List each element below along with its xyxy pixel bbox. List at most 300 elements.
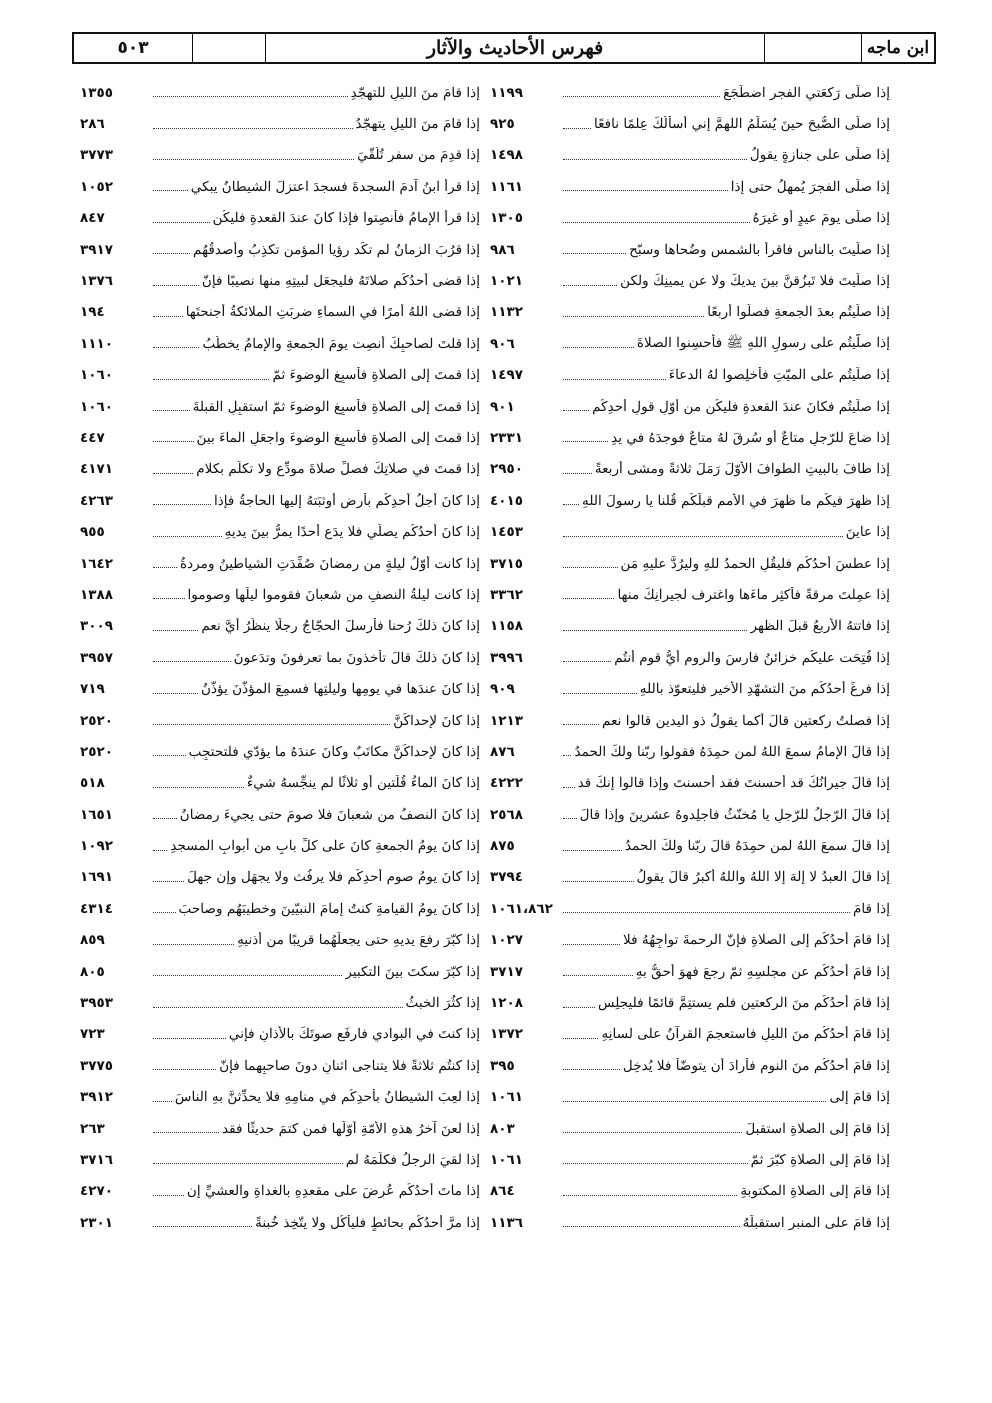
hadith-number: ٤٤٧ (80, 429, 105, 446)
hadith-incipit: إذا قالَ سمعَ اللهُ لمن حمِدَهُ قالَ ربّنا ولكَ الحمدُ (624, 838, 890, 855)
hadith-number: ١٦٤٢ (80, 555, 113, 572)
hadith-number: ٣٧١٦ (80, 1151, 113, 1168)
hadith-number: ١٠٦١،٨٦٢ (490, 900, 553, 917)
hadith-incipit: إذا فرغَ أحدُكُم منَ التشهّدِ الأخيرِ فليتعوّذ باللهِ (639, 681, 890, 698)
hadith-incipit: إذا قامَ أحدُكُم منَ الركعتينِ فلم يستتِمَّ قائمًا فليجلِس (597, 995, 890, 1012)
dot-leader (153, 1069, 216, 1070)
dot-leader (153, 379, 269, 380)
dot-leader (153, 473, 193, 474)
hadith-number: ٥١٨ (80, 775, 105, 792)
hadith-incipit: إذا صلّى الصُّبحَ حينَ يُسَلِّمُ اللهمَّ إني أسألُكَ عِلمًا نافعًا (593, 116, 890, 133)
hadith-incipit: إذا فُتِحَت عليكُم خزائنُ فارسَ والرومِ أيُّ قومٍ أنتُم (614, 649, 890, 666)
hadith-number: ٨٦٤ (490, 1183, 515, 1200)
right-column (490, 77, 890, 1257)
hadith-incipit: إذا ظهرَ فيكُم ما ظهرَ في الأممِ قبلَكُم قُلنا يا رسولَ اللهِ (582, 492, 890, 509)
hadith-number: ٤٣١٤ (80, 900, 113, 917)
index-entry (80, 77, 480, 108)
hadith-number: ٢٥٦٨ (490, 806, 523, 823)
index-entry (80, 830, 480, 861)
hadith-number: ١١٣٢ (490, 304, 523, 321)
hadith-incipit: إذا قضى أحدُكُم صلاتَهُ فليجعَل لبيتِهِ منها نصيبًا فإنّ (201, 273, 480, 290)
dot-leader (563, 1101, 826, 1102)
hadith-number: ٧١٩ (80, 681, 105, 698)
dot-leader (563, 253, 626, 254)
dot-leader (563, 661, 611, 662)
hadith-number: ١٦٩١ (80, 869, 113, 886)
dot-leader (563, 818, 577, 819)
index-entry (490, 485, 890, 516)
dot-leader (153, 850, 167, 851)
index-entry (490, 925, 890, 956)
hadith-incipit: إذا قالَ جيرانُكَ قد أحسنتَ فقد أحسنتَ وإذا قالوا إنكَ قد (577, 775, 890, 792)
dot-leader (153, 410, 190, 411)
dot-leader (563, 222, 750, 223)
dot-leader (153, 190, 188, 191)
hadith-number: ٤١٧١ (80, 461, 113, 478)
hadith-number: ٣٠٠٩ (80, 618, 113, 635)
hadith-incipit: إذا قامَ منَ الليلِ يتهجّدُ (355, 116, 480, 133)
hadith-number: ١١٦١ (490, 178, 523, 195)
dot-leader (563, 755, 571, 756)
dot-leader (153, 1132, 219, 1133)
index-entry (80, 1113, 480, 1144)
index-entry (490, 862, 890, 893)
dot-leader (153, 567, 177, 568)
dot-leader (563, 975, 633, 976)
index-entry (80, 862, 480, 893)
hadith-number: ١١١٠ (80, 335, 113, 352)
dot-leader (563, 159, 747, 160)
hadith-incipit: إذا قالَ الإمامُ سمعَ اللهُ لمن حمِدَهُ فقولوا ربّنا ولكَ الحمدُ (574, 743, 890, 760)
left-column (80, 77, 480, 1257)
index-entry (80, 987, 480, 1018)
index-entry (490, 516, 890, 547)
index-entry (80, 1019, 480, 1050)
hadith-number: ٩٥٥ (80, 524, 105, 541)
dot-leader (563, 1007, 595, 1008)
dot-leader (563, 912, 850, 913)
hadith-number: ٤٠١٥ (490, 492, 523, 509)
hadith-number: ٩٢٥ (490, 116, 515, 133)
hadith-number: ٣٩١٢ (80, 1089, 113, 1106)
index-entry (80, 454, 480, 485)
index-entry (490, 956, 890, 987)
hadith-incipit: إذا كنتَ في البوادي فارفَع صوتَكَ بالأذانِ فإني (228, 1026, 480, 1043)
dot-leader (153, 693, 198, 694)
index-entry (490, 108, 890, 139)
dot-leader (153, 536, 222, 537)
hadith-incipit: إذا كانَ يومُ الجمعةِ كانَ على كلِّ بابٍ من أبوابِ المسجدِ (170, 838, 480, 855)
index-entry (80, 642, 480, 673)
hadith-incipit: إذا عاينَ (845, 524, 890, 541)
index-entry (490, 140, 890, 171)
index-entry (80, 203, 480, 234)
hadith-number: ١٠٥٢ (80, 178, 113, 195)
hadith-number: ١٣٠٥ (490, 210, 523, 227)
hadith-number: ٧٢٣ (80, 1026, 105, 1043)
header-spacer-left (192, 34, 266, 62)
dot-leader (153, 944, 234, 945)
hadith-number: ٩٠١ (490, 398, 515, 415)
index-entry (490, 1050, 890, 1081)
dot-leader (563, 598, 614, 599)
book-name: ابن ماجه (861, 34, 934, 62)
hadith-incipit: إذا لعنَ آخرُ هذهِ الأمّةِ أوّلَها فمن كتمَ حديثًا فقد (221, 1120, 480, 1137)
hadith-incipit: إذا صلّى يومَ عيدٍ أو غيرَهُ (752, 210, 890, 227)
index-entry (80, 579, 480, 610)
dot-leader (563, 190, 728, 191)
hadith-number: ١٢٠٨ (490, 995, 523, 1012)
hadith-incipit: إذا لقيَ الرجلُ فكلّمَهُ لم (345, 1151, 480, 1168)
dot-leader (153, 975, 342, 976)
hadith-number: ١٠٦١ (490, 1089, 523, 1106)
index-entry (80, 360, 480, 391)
hadith-number: ١٠٩٢ (80, 838, 113, 855)
dot-leader (153, 504, 211, 505)
dot-leader (153, 724, 390, 725)
hadith-number: ٩٠٩ (490, 681, 515, 698)
hadith-incipit: إذا صلّى على جنازةٍ يقولُ (749, 147, 890, 164)
dot-leader (153, 598, 185, 599)
hadith-incipit: إذا قدِمَ من سفرٍ تُلُقّيَ (357, 147, 480, 164)
page-number: ٥٠٣ (117, 38, 149, 58)
hadith-number: ١٠٢٧ (490, 932, 523, 949)
hadith-number: ٢٦٣ (80, 1120, 105, 1137)
index-entry (80, 925, 480, 956)
dot-leader (153, 787, 244, 788)
hadith-number: ٨٠٥ (80, 963, 105, 980)
hadith-incipit: إذا كانَ النصفُ من شعبانَ فلا صومَ حتى يجيءَ رمضانُ (179, 806, 480, 823)
hadith-incipit: إذا قالَ الرّجلُ للرّجلِ يا مُخنّثُ فاجلِدوهُ عشرينَ وإذا قالَ (579, 806, 890, 823)
index-entry (80, 736, 480, 767)
hadith-incipit: إذا كانت أوّلُ ليلةٍ من رمضانَ صُفِّدَتِ الشياطينُ ومردةُ (180, 555, 480, 572)
hadith-number: ١٠٦٠ (80, 398, 113, 415)
hadith-incipit: إذا قامَ منَ الليلِ للتهجّدِ (350, 84, 480, 101)
dot-leader (563, 1038, 598, 1039)
hadith-number: ١٤٥٣ (490, 524, 523, 541)
index-entry (80, 108, 480, 139)
hadith-incipit: إذا صلّيتُم فكانَ عندَ القعدةِ فليكُن من أوّلِ قولِ أحدِكُم (592, 398, 890, 415)
dot-leader (563, 1226, 740, 1227)
index-entry (490, 799, 890, 830)
hadith-incipit: إذا صلّيتَ فلا تَبزُقنَّ بينَ يديكَ ولا عن يمينِكَ ولكن (620, 273, 890, 290)
index-entry (490, 1113, 890, 1144)
dot-leader (563, 1163, 748, 1164)
dot-leader (563, 1132, 742, 1133)
dot-leader (153, 1007, 403, 1008)
hadith-number: ٢٣٠١ (80, 1214, 113, 1231)
hadith-number: ٤٢٢٢ (490, 775, 523, 792)
index-entry (490, 893, 890, 924)
index-entry (490, 203, 890, 234)
hadith-incipit: إذا قامَ إلى الصلاةِ كبّرَ ثمّ (750, 1151, 890, 1168)
index-entry (490, 548, 890, 579)
hadith-number: ١٩٤ (80, 304, 105, 321)
index-entry (80, 768, 480, 799)
dot-leader (153, 1163, 343, 1164)
hadith-incipit: إذا قامَ على المنبرِ استقبلَهُ (742, 1214, 890, 1231)
index-entry (490, 1176, 890, 1207)
index-entry (80, 422, 480, 453)
index-entry (80, 234, 480, 265)
hadith-incipit: إذا قامَ (853, 900, 890, 917)
index-entry (80, 171, 480, 202)
hadith-number: ٣٧١٥ (490, 555, 523, 572)
hadith-number: ٣٩٥ (490, 1057, 515, 1074)
hadith-incipit: إذا كانَ أحدُكُم يصلّي فلا يدَع أحدًا يمرُّ بينَ يديهِ (224, 524, 480, 541)
dot-leader (153, 159, 354, 160)
hadith-number: ٣٩١٧ (80, 241, 113, 258)
hadith-incipit: إذا قرأَ الإمامُ فأنصِتوا فإذا كانَ عندَ القعدةِ فليكُن (212, 210, 480, 227)
index-entry (490, 391, 890, 422)
hadith-incipit: إذا قمتَ في صلاتِكَ فصلِّ صلاةَ مودِّعٍ ولا تكلّم بكلامٍ (196, 461, 480, 478)
dot-leader (563, 787, 575, 788)
hadith-number: ٣٧٧٣ (80, 147, 113, 164)
hadith-incipit: إذا قلتَ لصاحبِكَ أنصِت يومَ الجمعةِ والإمامُ يخطُبُ (202, 335, 480, 352)
index-entry (490, 328, 890, 359)
hadith-number: ١٣٧٢ (490, 1026, 523, 1043)
hadith-incipit: إذا فاتتهُ الأربعُ قبلَ الظهرِ (750, 618, 890, 635)
hadith-incipit: إذا عمِلتَ مرقةً فأكثِر ماءَها واغترِف لجيرانِكَ منها (617, 586, 890, 603)
index-entry (80, 328, 480, 359)
index-entry (490, 77, 890, 108)
index-entry (490, 360, 890, 391)
index-entry (490, 768, 890, 799)
hadith-incipit: إذا قمتَ إلى الصلاةِ فأسبِغِ الوضوءَ ثمّ استقبِلِ القبلةَ (192, 398, 480, 415)
index-entry (80, 516, 480, 547)
hadith-number: ٣٣٦٢ (490, 586, 523, 603)
hadith-number: ٣٩٥٧ (80, 649, 113, 666)
hadith-number: ٨٤٧ (80, 210, 105, 227)
hadith-incipit: إذا قالَ العبدُ لا إلهَ إلا اللهُ واللهُ أكبرُ قالَ يقولُ (636, 869, 890, 886)
hadith-number: ٨٧٦ (490, 743, 515, 760)
index-entry (490, 705, 890, 736)
index-entry (80, 705, 480, 736)
hadith-number: ١٠٦١ (490, 1151, 523, 1168)
index-entry (490, 171, 890, 202)
index-entry (490, 265, 890, 296)
hadith-number: ٣٧٩٤ (490, 869, 523, 886)
dot-leader (153, 316, 183, 317)
hadith-number: ١٣٨٨ (80, 586, 113, 603)
hadith-number: ١٦٥١ (80, 806, 113, 823)
hadith-number: ٣٩٩٦ (490, 649, 523, 666)
index-entry (490, 736, 890, 767)
dot-leader (563, 285, 617, 286)
hadith-incipit: إذا عطسَ أحدُكُم فليقُلِ الحمدُ للهِ وليرُدَّ عليهِ مَن (620, 555, 890, 572)
hadith-number: ١٠٦٠ (80, 367, 113, 384)
hadith-number: ٣٧١٧ (490, 963, 523, 980)
dot-leader (563, 441, 608, 442)
hadith-number: ١١٣٦ (490, 1214, 523, 1231)
hadith-incipit: إذا كبّرَ سكتَ بينَ التكبيرِ (345, 963, 480, 980)
dot-leader (153, 1038, 226, 1039)
dot-leader (563, 881, 634, 882)
hadith-incipit: إذا قامَ أحدُكُم منَ الليلِ فاستعجمَ القرآنُ على لسانِهِ (601, 1026, 890, 1043)
index-entry (80, 548, 480, 579)
hadith-incipit: إذا كانَ الماءُ قُلّتينِ أو ثلاثًا لم ينجِّسهُ شيءٌ (246, 775, 480, 792)
dot-leader (153, 818, 177, 819)
index-entry (80, 140, 480, 171)
index-entry (490, 673, 890, 704)
dot-leader (153, 1101, 172, 1102)
hadith-incipit: إذا كانَ ذلكَ رُحنا فأرسلَ الحجّاجُ رجلًا ينظُرُ أيَّ نعم (201, 618, 480, 635)
index-entry (80, 1082, 480, 1113)
hadith-number: ٣٩٥٣ (80, 995, 113, 1012)
dot-leader (153, 755, 186, 756)
index-entry (80, 265, 480, 296)
index-entry (80, 893, 480, 924)
dot-leader (153, 222, 210, 223)
index-entry (80, 956, 480, 987)
dot-leader (563, 473, 592, 474)
dot-leader (153, 881, 184, 882)
dot-leader (153, 128, 353, 129)
hadith-number: ٨٧٥ (490, 838, 515, 855)
hadith-number: ٨٥٩ (80, 932, 105, 949)
hadith-incipit: إذا صلّى رَكعَتي الفجرِ اضطَجَعَ (723, 84, 890, 101)
hadith-incipit: إذا مرَّ أحدُكُم بحائطٍ فليأكُل ولا يتّخِذ خُبنةً (255, 1214, 480, 1231)
index-entry (80, 673, 480, 704)
hadith-incipit: إذا كثُرَ الخبثُ (405, 995, 480, 1012)
dot-leader (563, 379, 666, 380)
hadith-incipit: إذا كانَ عندَها في يومِها وليلتِها فسمِعَ المؤذّنَ يؤذّنُ (201, 681, 480, 698)
hadith-number: ٤٢٦٣ (80, 492, 113, 509)
dot-leader (153, 912, 176, 913)
index-entry (490, 422, 890, 453)
dot-leader (563, 1195, 737, 1196)
index-columns (80, 77, 890, 1257)
index-entry (490, 234, 890, 265)
hadith-number: ١٤٩٧ (490, 367, 523, 384)
hadith-number: ٣٧٧٥ (80, 1057, 113, 1074)
hadith-number: ١٠٢١ (490, 273, 523, 290)
index-entry (80, 485, 480, 516)
index-entry (490, 1144, 890, 1175)
dot-leader (153, 1195, 184, 1196)
dot-leader (563, 316, 704, 317)
dot-leader (563, 1069, 620, 1070)
hadith-incipit: إذا قرُبَ الزمانُ لم تكَد رؤيا المؤمنِ تكذِبُ وأصدقُهُم (193, 241, 480, 258)
hadith-incipit: إذا فصلتُ ركعتينِ قالَ أكما يقولُ ذو اليدينِ قالوا نعم (602, 712, 890, 729)
hadith-incipit: إذا كانَ لإحداكُنَّ مكاتَبٌ وكانَ عندَهُ ما يؤدّي فلتحتجِب (188, 743, 480, 760)
dot-leader (563, 536, 843, 537)
hadith-incipit: إذا قرأَ ابنُ آدمَ السجدةَ فسجدَ اعتزلَ الشيطانُ يبكي (190, 178, 480, 195)
hadith-incipit: إذا كانَ لإحداكُنَّ (393, 712, 480, 729)
index-entry (80, 799, 480, 830)
index-entry (490, 454, 890, 485)
index-title: فهرس الأحاديث والآثار (426, 37, 604, 59)
hadith-incipit: إذا صلّيتُم على رسولِ اللهِ ﷺ فأحسِنوا الصلاةَ (636, 334, 890, 351)
hadith-number: ١٣٧٦ (80, 273, 113, 290)
header-spacer-right (764, 34, 861, 62)
hadith-incipit: إذا كانَ يومُ القيامةِ كنتُ إمامَ النبيّينَ وخطيبَهُم وصاحبَ (178, 900, 480, 917)
dot-leader (153, 285, 199, 286)
hadith-incipit: إذا قضى اللهُ أمرًا في السماءِ ضربَتِ الملائكةُ أجنحتَها (185, 304, 480, 321)
hadith-incipit: إذا ضاعَ للرّجلِ متاعٌ أو سُرِقَ لهُ متاعٌ فوجدَهُ في يدِ (611, 429, 890, 446)
index-entry (490, 830, 890, 861)
dot-leader (563, 630, 747, 631)
dot-leader (153, 661, 231, 662)
dot-leader (153, 441, 194, 442)
hadith-number: ١١٥٨ (490, 618, 523, 635)
index-entry (80, 1050, 480, 1081)
hadith-incipit: إذا قامَ أحدُكُم عن مجلسِهِ ثمّ رجعَ فهوَ أحقُّ بهِ (635, 963, 890, 980)
index-entry (80, 1176, 480, 1207)
index-entry (80, 1207, 480, 1238)
dot-leader (153, 96, 348, 97)
dot-leader (153, 630, 198, 631)
index-entry (490, 1082, 890, 1113)
dot-leader (563, 504, 579, 505)
hadith-incipit: إذا صلّيتُم على الميّتِ فأخلِصوا لهُ الدعاءَ (668, 367, 890, 384)
hadith-incipit: إذا صلّى الفجرَ يُمهِلُ حتى إذا (730, 178, 890, 195)
hadith-incipit: إذا كانَ أجلُ أحدِكُم بأرضٍ أوثبَتهُ إليها الحاجةُ فإذا (213, 492, 480, 509)
hadith-incipit: إذا قامَ إلى (829, 1089, 890, 1106)
hadith-incipit: إذا كانت ليلةُ النصفِ من شعبانَ فقوموا ليلَها وصوموا (187, 586, 480, 603)
hadith-number: ٢٣٣١ (490, 429, 523, 446)
hadith-incipit: إذا كانَ يومُ صومِ أحدِكُم فلا يرفُث ولا يجهَل وإن جهِلَ (187, 869, 480, 886)
hadith-number: ١٣٥٥ (80, 84, 113, 101)
index-entry (80, 1144, 480, 1175)
dot-leader (563, 347, 634, 348)
hadith-incipit: إذا كنتُم ثلاثةً فلا يتناجى اثنانِ دونَ صاحبِهِما فإنّ (219, 1057, 480, 1074)
index-entry (80, 391, 480, 422)
hadith-number: ٢٨٦ (80, 116, 105, 133)
dot-leader (563, 410, 589, 411)
hadith-incipit: إذا قامَ إلى الصلاةِ المكتوبةِ (740, 1183, 890, 1200)
index-entry (490, 1019, 890, 1050)
hadith-number: ٩٨٦ (490, 241, 515, 258)
index-entry (490, 987, 890, 1018)
hadith-incipit: إذا كانَ ذلكَ قالَ تأخذونَ بما تعرِفونَ وتدَعونَ (233, 649, 480, 666)
dot-leader (563, 96, 720, 97)
dot-leader (153, 253, 190, 254)
index-entry (80, 297, 480, 328)
hadith-number: ١٤٩٨ (490, 147, 523, 164)
hadith-incipit: إذا كبّرَ رفعَ يديهِ حتى يجعلَهُما قريبًا من أذنيهِ (237, 932, 480, 949)
index-entry (490, 642, 890, 673)
hadith-incipit: إذا صلّيتَ بالناسِ فاقرأ بالشمسِ وضُحاها وسبّحِ (629, 241, 890, 258)
hadith-incipit: إذا قامَ أحدُكُم منَ النومِ فأرادَ أن يتوضّأ فلا يُدخِل (622, 1057, 890, 1074)
hadith-incipit: إذا قمتَ إلى الصلاةِ فأسبِغِ الوضوءَ ثمّ (272, 367, 480, 384)
hadith-number: ٤٢٧٠ (80, 1183, 113, 1200)
hadith-incipit: إذا قامَ إلى الصلاةِ استقبلَ (745, 1120, 890, 1137)
hadith-number: ١١٩٩ (490, 84, 523, 101)
hadith-incipit: إذا قامَ أحدُكُم إلى الصلاةِ فإنّ الرحمةَ تواجِهُهُ فلا (623, 932, 890, 949)
index-entry (490, 579, 890, 610)
dot-leader (153, 347, 199, 348)
hadith-incipit: إذا صلّيتُم بعدَ الجمعةِ فصلّوا أربعًا (707, 304, 890, 321)
index-entry (490, 297, 890, 328)
dot-leader (563, 724, 599, 725)
hadith-number: ٩٠٦ (490, 335, 515, 352)
hadith-number: ٢٩٥٠ (490, 461, 523, 478)
index-entry (490, 611, 890, 642)
dot-leader (563, 128, 591, 129)
hadith-incipit: إذا لعِبَ الشيطانُ بأحدِكُم في منامِهِ فلا يحدِّثنَّ بهِ الناسَ (174, 1089, 480, 1106)
hadith-incipit: إذا طافَ بالبيتِ الطوافَ الأوّلَ رَمَلَ ثلاثةً ومشى أربعةً (594, 461, 890, 478)
hadith-number: ٢٥٢٠ (80, 712, 113, 729)
dot-leader (563, 944, 620, 945)
hadith-incipit: إذا قمتَ إلى الصلاةِ فأسبِغِ الوضوءَ واجعَلِ الماءَ بينَ (196, 429, 480, 446)
index-entry (490, 1207, 890, 1238)
dot-leader (563, 567, 618, 568)
dot-leader (563, 693, 637, 694)
page-header (72, 32, 936, 64)
hadith-number: ٢٥٢٠ (80, 743, 113, 760)
hadith-incipit: إذا ماتَ أحدُكُم عُرِضَ على مقعدِهِ بالغداةِ والعشيِّ إن (186, 1183, 480, 1200)
